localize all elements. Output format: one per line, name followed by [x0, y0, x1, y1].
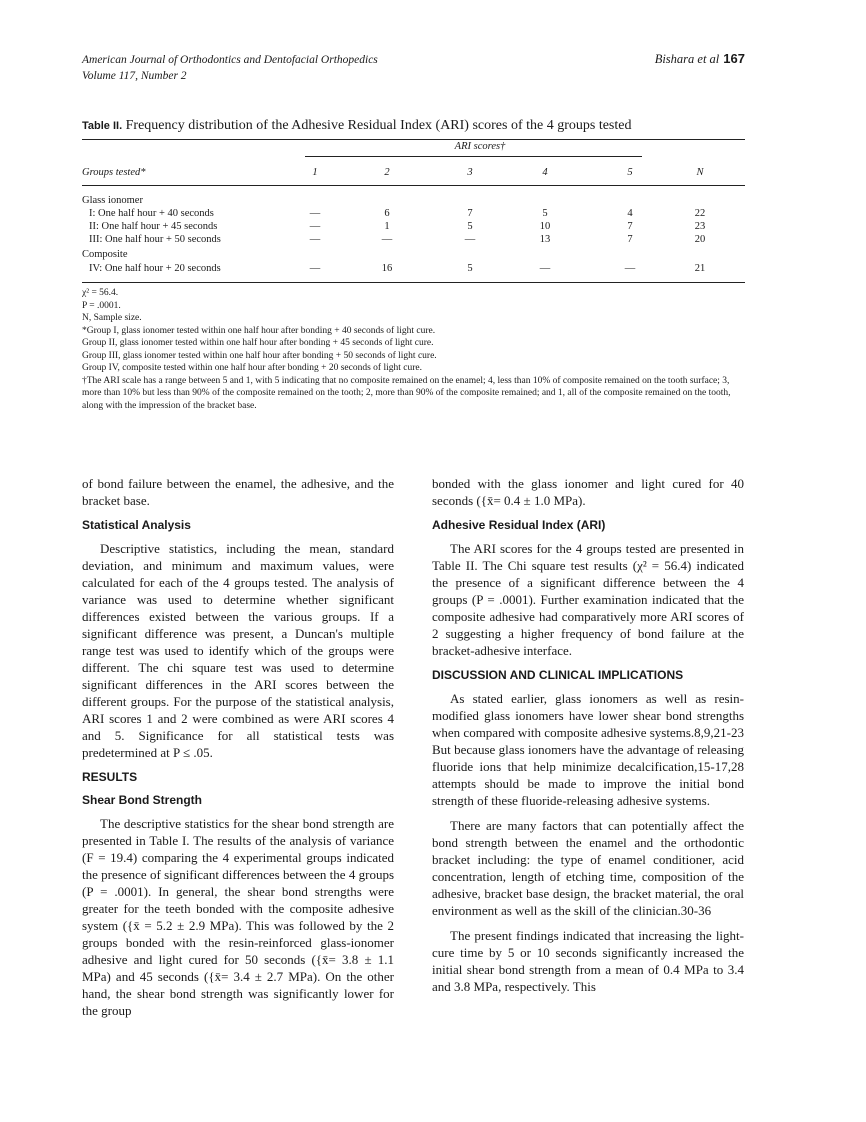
row-label: IV: One half hour + 20 seconds [89, 263, 221, 274]
table-cell: 23 [694, 221, 706, 232]
table-cell: 4 [627, 208, 633, 219]
footnote-ari-scale: †The ARI scale has a range between 5 and 1, with 5 indicating that no composite remained on the enamel; 4, less than 10% of composite remained on the tooth surface; 3, more than 10% but less than 90% of the composite remained on the tooth; 2, more than 90% of the composite remained; and 1, all of the composite remained on the tooth, along with the impression of the bracket base. [82, 375, 731, 411]
footnote-group-3: Group III, glass ionomer tested within one half hour after bonding + 50 seconds of light cure. [82, 350, 437, 361]
table-cell: — [381, 234, 393, 245]
table-cell: — [624, 263, 636, 274]
table-header-rule [82, 185, 745, 186]
journal-name: American Journal of Orthodontics and Dentofacial Orthopedics [82, 54, 378, 66]
table-cell: — [309, 234, 321, 245]
col-header-2: 2 [384, 167, 390, 178]
journal-volume: Volume 117, Number 2 [82, 70, 187, 82]
paragraph: bonded with the glass ionomer and light cured for 40 seconds ({x̄= 0.4 ± 1.0 MPa). [432, 476, 744, 508]
table-cell: — [309, 221, 321, 232]
paragraph: of bond failure between the enamel, the adhesive, and the bracket base. [82, 476, 394, 508]
table-cell: 5 [467, 221, 473, 232]
section-glass-ionomer: Glass ionomer [82, 195, 143, 206]
section-composite: Composite [82, 249, 128, 260]
paragraph: The descriptive statistics for the shear bond strength are presented in Table I. The results of the analysis of variance (F = 19.4) comparing the 4 experimental groups indicated the presence of significant differences between the 4 groups (P = .0001). In general, the shear bond strengths were greater for the teeth bonded with the composite adhesive system ({x̄ = 5.2 ± 2.9 MPa). This was followed by the 2 groups bonded with the resin-reinforced glass-ionomer adhesive and light cured for 50 seconds ({x̄= 3.8 ± 1.1 MPa) and 45 seconds ({x̄= 3.4 ± 2.7 MPa). On the other hand, the shear bond strength was significantly lower for the group [82, 816, 394, 1018]
table-cell: — [464, 234, 476, 245]
footnote-group-1: *Group I, glass ionomer tested within one half hour after bonding + 40 seconds of light cure. [82, 325, 436, 336]
table-cell: 7 [627, 221, 633, 232]
footnote-p: P = .0001. [82, 300, 121, 311]
running-header-page [655, 51, 745, 67]
running-header-journal [82, 52, 378, 84]
paragraph: Descriptive statistics, including the mean, standard deviation, and minimum and maximum values, were calculated for each of the 4 groups tested. The analysis of variance was used to determine whether significant differences existed between the various groups. If a significant difference was present, a Duncan's multiple range test was used to identify which of the groups were different. The chi square test was used to determine significant differences in the ARI scores between the different groups. For the purpose of the statistical analysis, ARI scores 1 and 2 were combined as were ARI scores 4 and 5. Significance for all statistical tests was predetermined at P ≤ .05. [82, 541, 394, 760]
page-number: 167 [723, 51, 745, 66]
col-header-4: 4 [542, 167, 548, 178]
table-cell: 21 [694, 263, 706, 274]
left-column [82, 475, 394, 1027]
heading-shear-bond-strength: Shear Bond Strength [82, 793, 203, 807]
footnote-group-4: Group IV, composite tested within one half hour after bonding + 20 seconds of light cure. [82, 363, 422, 373]
table-cell: 16 [381, 263, 393, 274]
col-header-3: 3 [467, 167, 473, 178]
groups-tested-header: Groups tested* [82, 167, 146, 178]
table-cell: 7 [467, 208, 473, 219]
table-cell: 5 [467, 263, 473, 274]
table-top-rule [82, 139, 745, 140]
paragraph: As stated earlier, glass ionomers as well as resin-modified glass ionomers have lower shear bond strengths when compared with composite adhesive systems.8,9,21-23 But because glass ionomers have the advantage of releasing fluoride ions that help minimize decalcification,15-17,28 attempts should be made to improve the initial bond strength of these fluoride-releasing adhesive systems. [432, 691, 744, 808]
ari-header-rule [305, 156, 642, 157]
row-label: III: One half hour + 50 seconds [89, 234, 221, 245]
footnote-n: N, Sample size. [82, 313, 142, 323]
table-cell: 22 [694, 208, 706, 219]
table-cell: — [539, 263, 551, 274]
table-cell: 6 [384, 208, 390, 219]
table-cell: 7 [627, 234, 633, 245]
paragraph: The ARI scores for the 4 groups tested are presented in Table II. The Chi square test results (χ² = 56.4) indicated the presence of a significant difference between the 4 groups (P = .0001). Further examination indicated that the composite adhesive had comparatively more ARI scores of 2 suggesting a higher frequency of bond failure at the bracket-adhesive interface. [432, 541, 744, 658]
table-caption: Frequency distribution of the Adhesive Residual Index (ARI) scores of the 4 groups tested [125, 118, 632, 133]
heading-results: RESULTS [82, 770, 138, 784]
heading-ari: Adhesive Residual Index (ARI) [432, 518, 606, 532]
col-header-n: N [696, 167, 704, 178]
row-label: II: One half hour + 45 seconds [89, 221, 218, 232]
row-label: I: One half hour + 40 seconds [89, 208, 214, 219]
col-header-1: 1 [312, 167, 318, 178]
heading-statistical-analysis: Statistical Analysis [82, 518, 191, 532]
footnote-chi: χ² = 56.4. [82, 288, 119, 298]
right-column [432, 475, 744, 1003]
paragraph: The present findings indicated that increasing the light-cure time by 5 or 10 seconds significantly increased the initial shear bond strength from a mean of 0.4 MPa to 3.4 and 3.8 MPa, respectively. This [432, 928, 744, 994]
table-cell: 10 [539, 221, 551, 232]
table-cell: 20 [694, 234, 706, 245]
table-footnotes [82, 287, 745, 412]
heading-discussion: DISCUSSION AND CLINICAL IMPLICATIONS [432, 668, 684, 682]
ari-scores-header: ARI scores† [454, 141, 506, 152]
footnote-group-2: Group II, glass ionomer tested within one half hour after bonding + 45 seconds of light cure. [82, 338, 434, 348]
table-cell: 13 [539, 234, 551, 245]
table-bottom-rule [82, 282, 745, 283]
col-header-5: 5 [627, 167, 633, 178]
table-cell: 5 [542, 208, 548, 219]
table-cell: — [309, 208, 321, 219]
authors: Bishara et al [654, 52, 720, 66]
table-title [82, 118, 631, 134]
table-cell: — [309, 263, 321, 274]
paragraph: There are many factors that can potentially affect the bond strength between the enamel and the orthodontic bracket including: the type of enamel conditioner, acid concentration, length of etching time, composition of the adhesive, bracket base design, the bracket material, the oral environment as well as the skill of the clinician.30-36 [432, 818, 744, 918]
table-label: Table II. [82, 120, 123, 132]
table-cell: 1 [384, 221, 390, 232]
